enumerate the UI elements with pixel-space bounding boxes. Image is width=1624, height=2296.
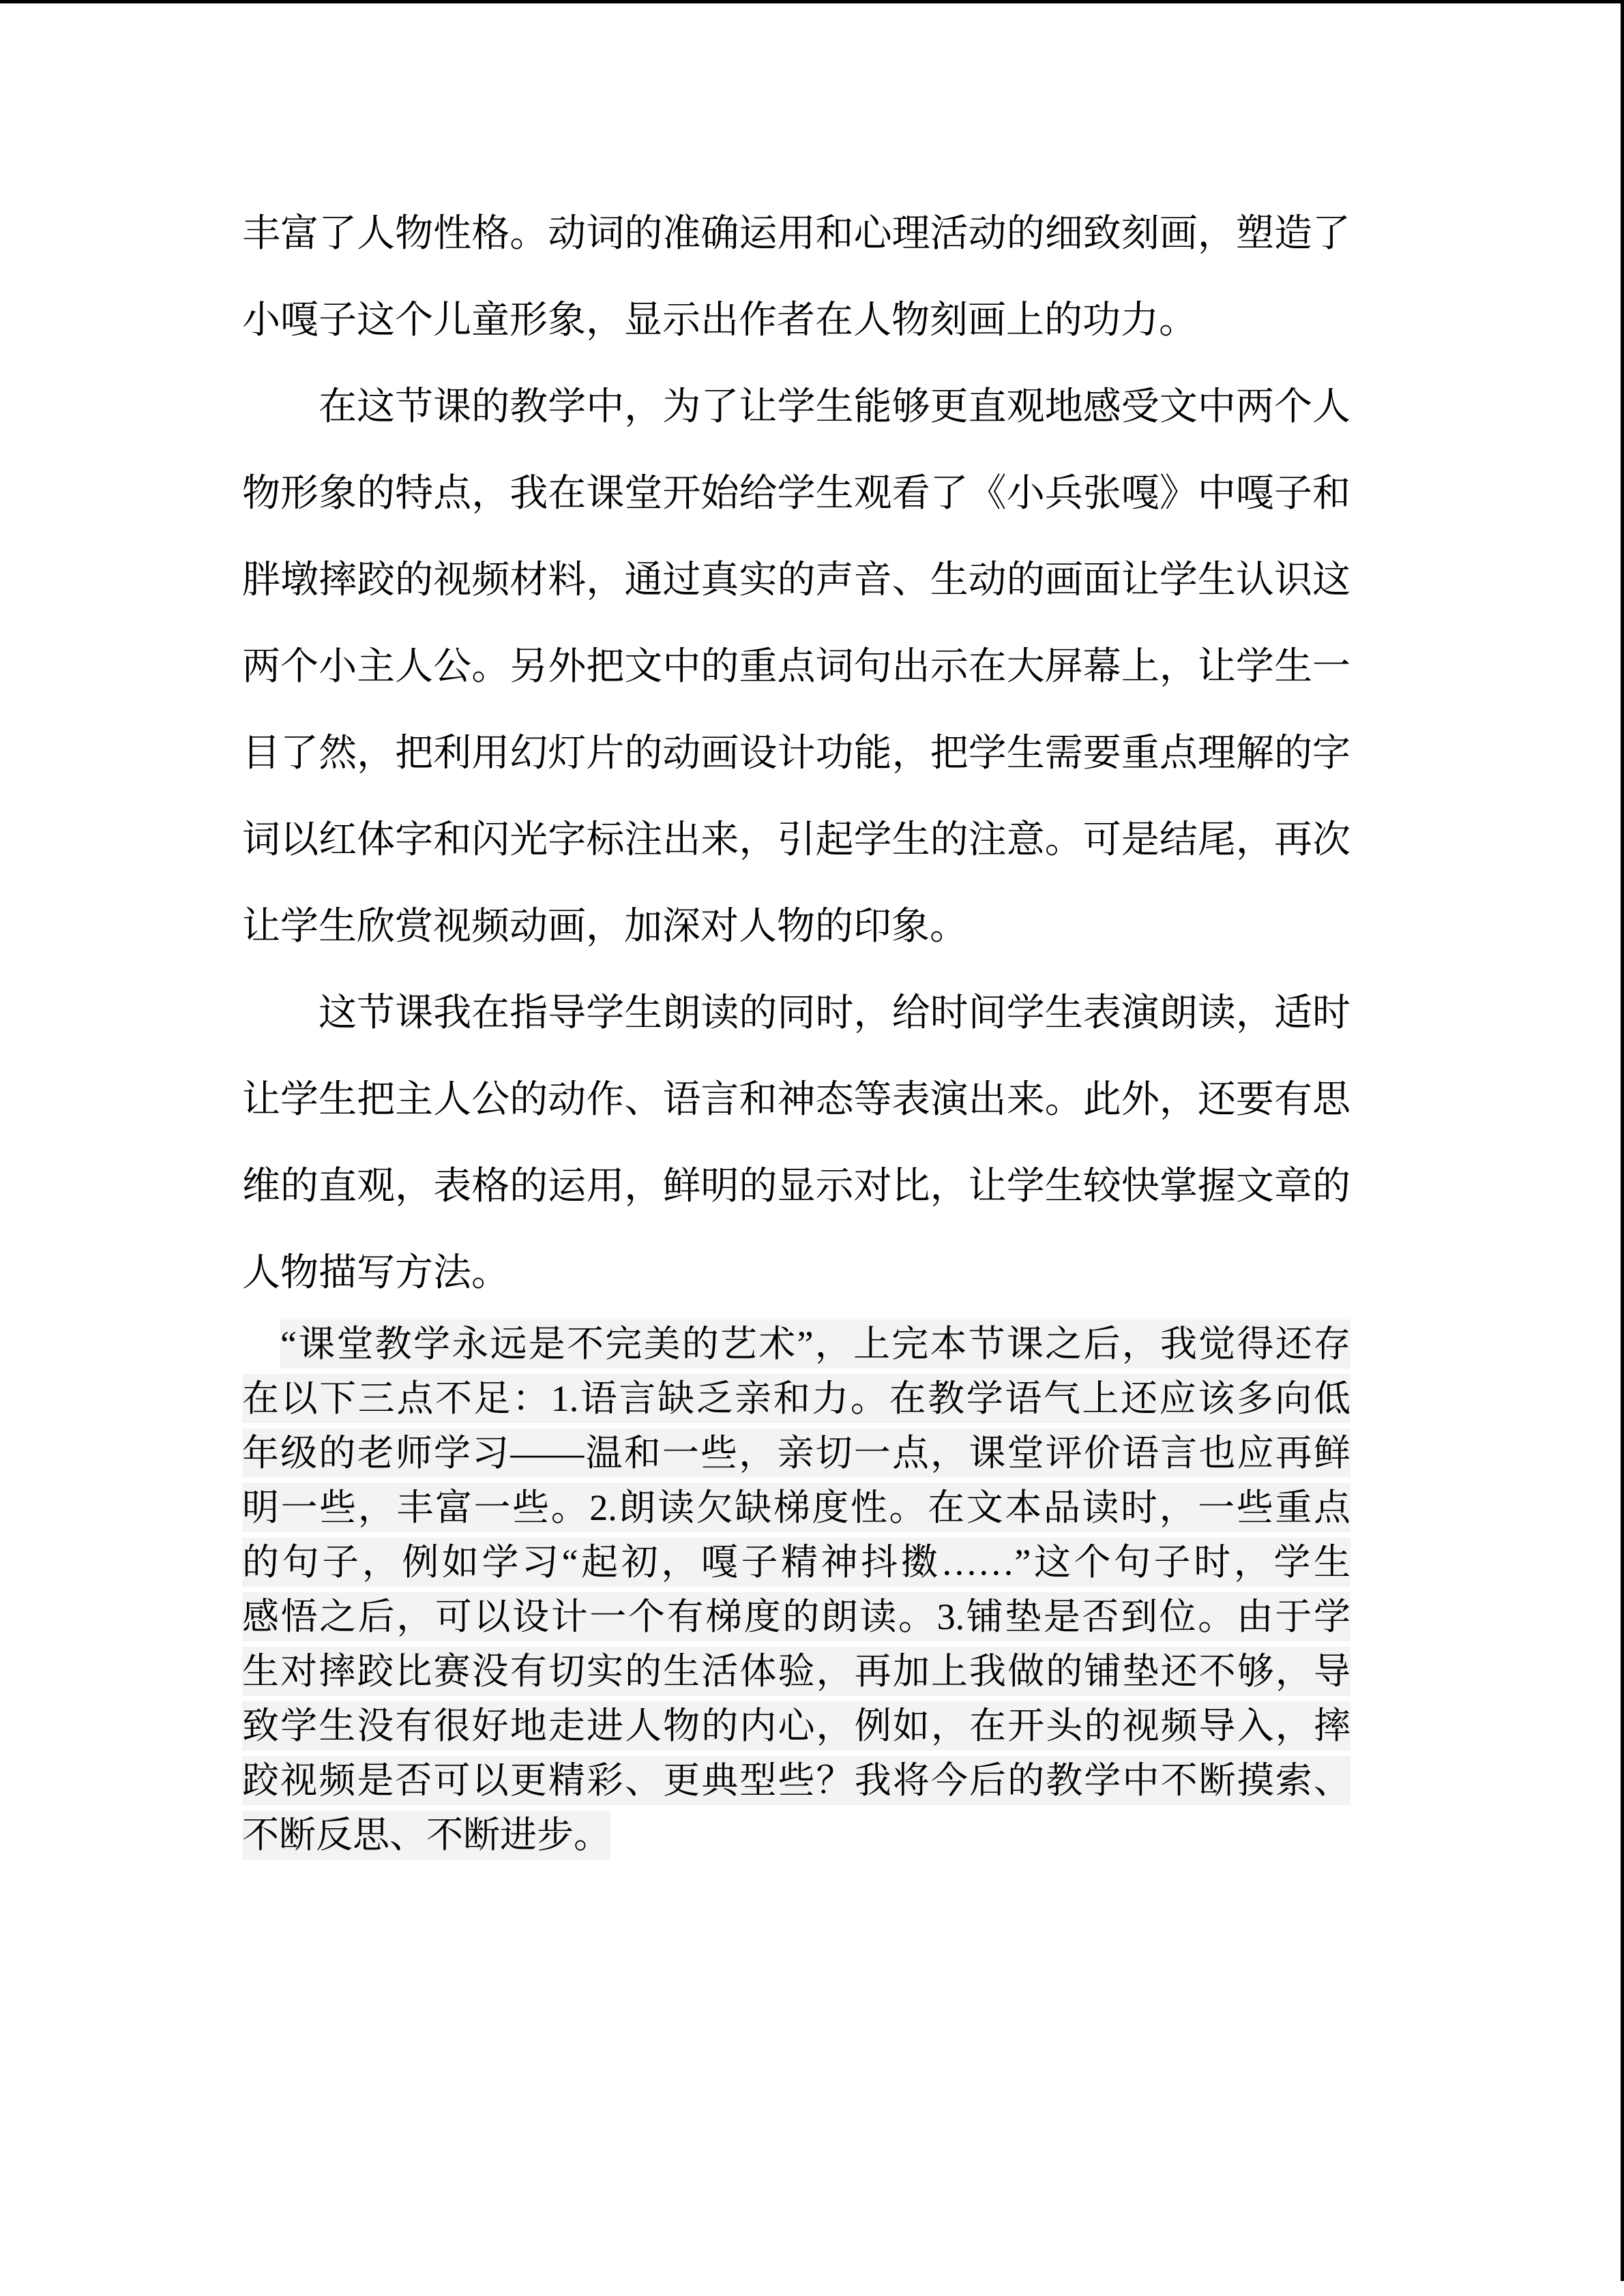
scan-band: 跤视频是否可以更精彩、更典型些？我将今后的教学中不断摸索、 xyxy=(242,1756,1350,1805)
scan-band: 的句子，例如学习“起初，嘎子精神抖擞……”这个句子时，学生 xyxy=(242,1538,1350,1587)
text-line xyxy=(242,1808,1350,1862)
text-line: 人物描写方法。 xyxy=(242,1252,510,1294)
text-line: 让学生把主人公的动作、语言和神态等表演出来。此外，还要有思 xyxy=(242,1079,1350,1121)
text-line xyxy=(242,1480,1350,1535)
text-line: 丰富了人物性格。动词的准确运用和心理活动的细致刻画，塑造了 xyxy=(242,213,1350,255)
scan-band: 明一些，丰富一些。2.朗读欠缺梯度性。在文本品读时，一些重点 xyxy=(242,1483,1350,1532)
scan-band: 致学生没有很好地走进人物的内心，例如，在开头的视频导入，摔 xyxy=(242,1701,1350,1750)
paragraph-2 xyxy=(242,364,1350,970)
text-line: 目了然，把利用幻灯片的动画设计功能，把学生需要重点理解的字 xyxy=(242,732,1350,775)
text-line: 胖墩摔跤的视频材料，通过真实的声音、生动的画面让学生认识这 xyxy=(242,559,1350,601)
text-line xyxy=(242,1753,1350,1808)
text-line: 两个小主人公。另外把文中的重点词句出示在大屏幕上，让学生一 xyxy=(242,646,1350,688)
text-block xyxy=(242,191,1350,1862)
text-line: 物形象的特点，我在课堂开始给学生观看了《小兵张嘎》中嘎子和 xyxy=(242,473,1350,515)
text-line: 词以红体字和闪光字标注出来，引起学生的注意。可是结尾，再次 xyxy=(242,819,1350,861)
text-line xyxy=(242,1317,1350,1371)
scan-band: “课堂教学永远是不完美的艺术”，上完本节课之后，我觉得还存 xyxy=(280,1320,1350,1369)
text-line: 小嘎子这个儿童形象，显示出作者在人物刻画上的功力。 xyxy=(242,299,1197,342)
scan-band: 年级的老师学习——温和一些，亲切一点，课堂评价语言也应再鲜 xyxy=(242,1429,1350,1478)
text-line: 在这节课的教学中，为了让学生能够更直观地感受文中两个人 xyxy=(319,386,1350,428)
scan-right-edge xyxy=(1621,0,1624,2281)
text-line: 这节课我在指导学生朗读的同时，给时间学生表演朗读，适时 xyxy=(319,992,1350,1034)
text-line xyxy=(242,1644,1350,1699)
text-line xyxy=(242,1535,1350,1590)
text-line xyxy=(242,1699,1350,1753)
text-line xyxy=(242,1590,1350,1644)
paragraph-1 xyxy=(242,191,1350,364)
scan-band: 生对摔跤比赛没有切实的生活体验，再加上我做的铺垫还不够，导 xyxy=(242,1647,1350,1696)
scan-band: 不断反思、不断进步。 xyxy=(242,1810,610,1860)
text-line xyxy=(242,1426,1350,1480)
paragraph-3 xyxy=(242,970,1350,1317)
scan-band: 在以下三点不足：1.语言缺乏亲和力。在教学语气上还应该多向低 xyxy=(242,1374,1350,1423)
text-line xyxy=(242,1371,1350,1426)
text-line: 维的直观，表格的运用，鲜明的显示对比，让学生较快掌握文章的 xyxy=(242,1165,1350,1208)
text-line: 让学生欣赏视频动画，加深对人物的印象。 xyxy=(242,906,968,948)
scan-band: 感悟之后，可以设计一个有梯度的朗读。3.铺垫是否到位。由于学 xyxy=(242,1592,1350,1641)
scan-top-edge xyxy=(0,0,1624,3)
paragraph-4 xyxy=(242,1317,1350,1862)
